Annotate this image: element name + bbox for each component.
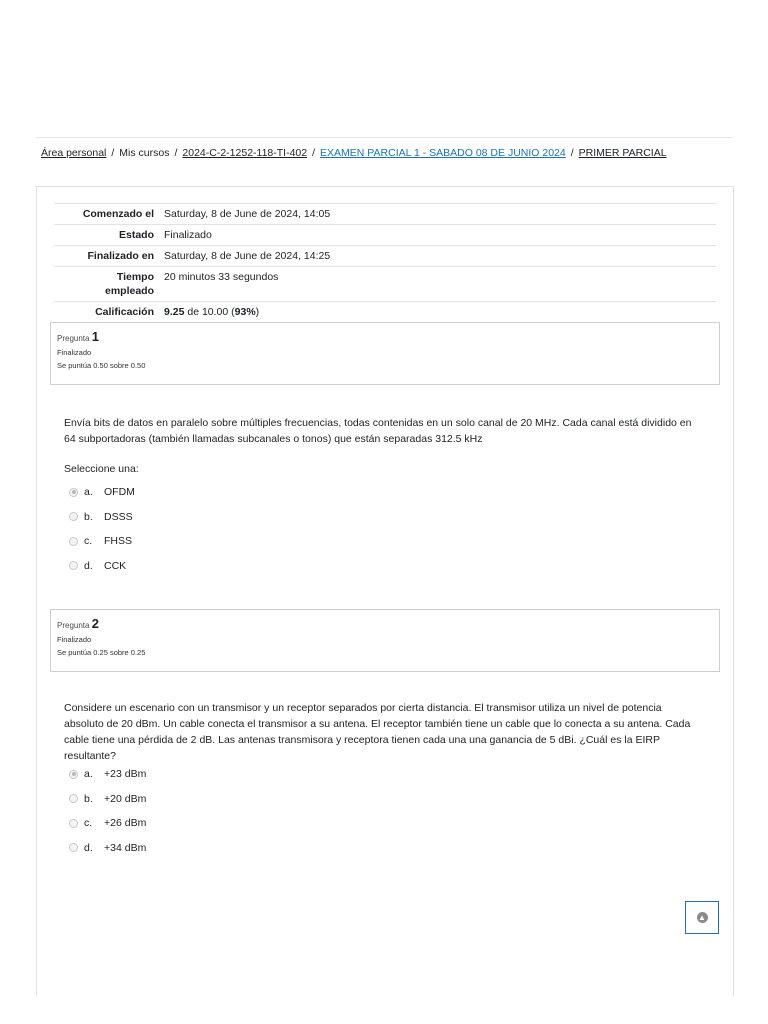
answer-text: DSSS [104, 510, 133, 523]
radio-checked-icon[interactable] [69, 488, 78, 497]
time-label [54, 267, 159, 302]
grade-mid: de 10.00 ( [184, 306, 235, 318]
answer-option[interactable] [69, 811, 146, 836]
finished-label: Finalizado en [54, 246, 159, 267]
question-2-info [50, 609, 720, 672]
answer-option[interactable] [69, 554, 135, 579]
summary-row-state [54, 225, 716, 246]
question-number [57, 329, 713, 344]
radio-checked-icon[interactable] [69, 770, 78, 779]
question-1-text: Envía bits de datos en paralelo sobre múltiples frecuencias, todas contenidas en un solo canal de 20 MHz. Cada canal está dividido en 64 subportadoras (también llamadas subcanales o tonos) que están separadas 312.5 kHz [64, 417, 692, 445]
question-1-answers [69, 480, 135, 578]
answer-option[interactable] [69, 480, 135, 505]
answer-option[interactable] [69, 529, 135, 554]
answer-option[interactable] [69, 836, 146, 861]
question-number [57, 616, 713, 631]
radio-icon[interactable] [69, 537, 78, 546]
grade-end: ) [255, 306, 260, 318]
breadcrumb [36, 137, 733, 167]
question-label: Pregunta [57, 334, 90, 343]
breadcrumb-area-personal[interactable]: Área personal [41, 147, 107, 159]
breadcrumb-primer-parcial[interactable]: PRIMER PARCIAL [578, 147, 667, 159]
answer-text: +34 dBm [104, 841, 147, 854]
breadcrumb-separator: / [174, 147, 178, 159]
answer-text: CCK [104, 559, 127, 572]
answer-text: +23 dBm [104, 768, 147, 781]
answer-letter: d. [84, 559, 93, 572]
grade-label: Calificación [54, 302, 159, 323]
question-grade: Se puntúa 0.50 sobre 0.50 [57, 361, 146, 370]
breadcrumb-separator: / [111, 147, 115, 159]
time-label-line1: Tiempo [116, 271, 154, 283]
question-1-prompt: Seleccione una: [64, 463, 139, 475]
grade-percent: 93% [234, 306, 256, 318]
breadcrumb-separator: / [570, 147, 574, 159]
answer-text: +26 dBm [104, 817, 147, 830]
question-state: Finalizado [57, 635, 92, 644]
answer-option[interactable] [69, 762, 146, 787]
answer-text: +20 dBm [104, 792, 147, 805]
finished-value: Saturday, 8 de June de 2024, 14:25 [159, 246, 716, 267]
question-number-value: 1 [91, 329, 99, 344]
attempt-summary-table [54, 203, 716, 322]
state-label: Estado [54, 225, 159, 246]
answer-text: OFDM [104, 486, 135, 499]
state-value: Finalizado [159, 225, 716, 246]
summary-row-grade [54, 302, 716, 323]
answer-letter: b. [84, 510, 93, 523]
time-value: 20 minutos 33 segundos [159, 267, 716, 302]
radio-icon[interactable] [69, 561, 78, 570]
answer-option[interactable] [69, 505, 135, 530]
radio-icon[interactable] [69, 794, 78, 803]
answer-letter: a. [84, 768, 93, 781]
question-grade: Se puntúa 0.25 sobre 0.25 [57, 648, 146, 657]
time-label-line2: empleado [104, 285, 154, 297]
answer-letter: a. [84, 486, 93, 499]
breadcrumb-exam[interactable]: EXAMEN PARCIAL 1 - SABADO 08 DE JUNIO 2024 [320, 147, 566, 159]
breadcrumb-course[interactable]: 2024-C-2-1252-118-TI-402 [182, 147, 308, 159]
started-value: Saturday, 8 de June de 2024, 14:05 [159, 204, 716, 225]
radio-icon[interactable] [69, 819, 78, 828]
summary-row-started [54, 204, 716, 225]
breadcrumb-mis-cursos: Mis cursos [119, 147, 170, 159]
summary-row-finished [54, 246, 716, 267]
question-number-value: 2 [91, 616, 99, 631]
answer-text: FHSS [104, 535, 133, 548]
grade-score: 9.25 [164, 306, 185, 318]
question-label: Pregunta [57, 621, 90, 630]
question-1-info [50, 322, 720, 385]
chevron-up-icon: ▲ [698, 913, 706, 922]
summary-row-time [54, 267, 716, 302]
answer-option[interactable] [69, 787, 146, 812]
radio-icon[interactable] [69, 512, 78, 521]
breadcrumb-separator: / [312, 147, 316, 159]
question-2-text: Considere un escenario con un transmisor y un receptor separados por cierta distancia. El transmisor utiliza un nivel de potencia absoluto de 20 dBm. Un cable conecta el transmisor a su antena. El receptor también tiene un cable que lo conecta a su antena. Cada cable tiene una pérdida de 2 dB. Las antenas transmisora y receptora tienen cada una una ganancia de 5 dBi. ¿Cuál es la EIRP resultante? [64, 702, 691, 762]
radio-icon[interactable] [69, 843, 78, 852]
answer-letter: c. [84, 535, 93, 548]
quiz-review-panel [36, 186, 734, 996]
question-2-answers [69, 762, 146, 860]
answer-letter: d. [84, 841, 93, 854]
started-label: Comenzado el [54, 204, 159, 225]
answer-letter: c. [84, 817, 93, 830]
back-to-top-button[interactable] [685, 901, 719, 934]
grade-value [159, 302, 716, 323]
question-state: Finalizado [57, 348, 92, 357]
answer-letter: b. [84, 792, 93, 805]
